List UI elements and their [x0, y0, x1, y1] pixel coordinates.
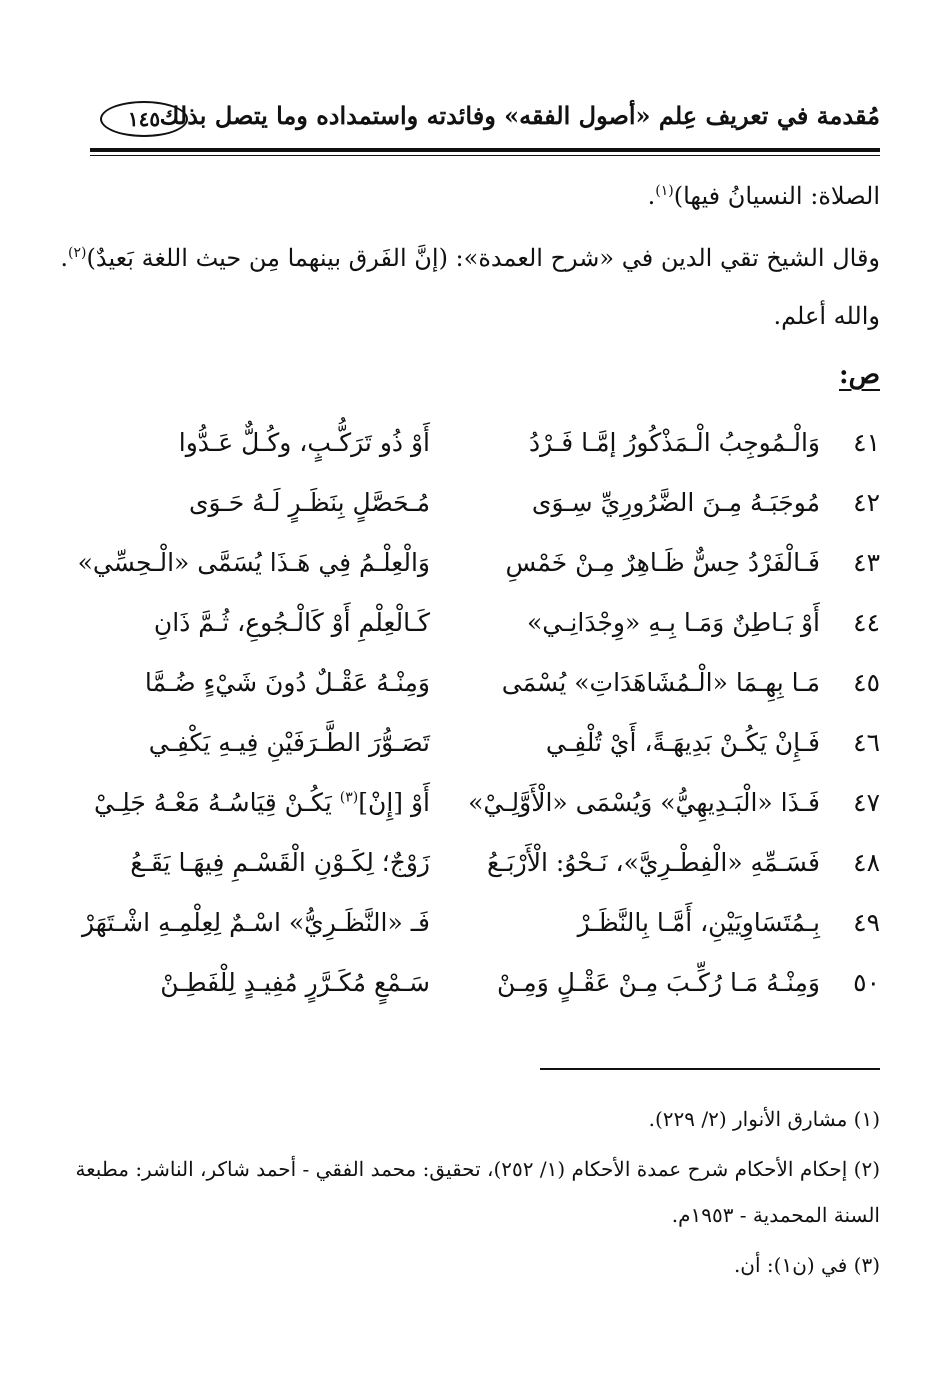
body-paragraph-line-1 — [648, 182, 880, 210]
verse-number: ٤٧ — [853, 788, 880, 817]
verse-line — [80, 488, 880, 528]
verse-text: أَوْ [إِنْ] — [358, 788, 430, 817]
body-text-tail: . — [647, 182, 656, 210]
verse-second-hemistich: زَوْجٌ؛ لِكَـوْنِ الْقَسْـمِ فِيهَـا يَقَـعُ — [130, 848, 430, 877]
verse-line — [80, 968, 880, 1008]
verse-line — [80, 908, 880, 948]
footnote-divider — [540, 1068, 880, 1070]
verse-number: ٤٩ — [853, 908, 880, 937]
verse-second-hemistich: أَوْ ذُو تَرَكُّـبٍ، وكُـلٌّ عَـدُّوا — [178, 428, 430, 457]
verse-first-hemistich: أَوْ بَـاطِنٌ وَمَـا بِـهِ «وِجْدَانِـي» — [526, 608, 820, 637]
verse-second-hemistich: مُـحَصَّلٍ بِنَظَـرٍ لَـهُ حَـوَى — [188, 488, 430, 517]
verse-line — [80, 728, 880, 768]
footnote-1: (١) مشارق الأنوار (٢/ ٢٢٩). — [648, 1107, 880, 1131]
verse-line — [80, 788, 880, 828]
footnote-3: (٣) في (ن١): أن. — [733, 1253, 880, 1277]
verse-second-hemistich: تَصَـوُّرَ الطَّـرَفَيْنِ فِيـهِ يَكْفِـي — [148, 728, 430, 757]
verse-line — [80, 428, 880, 468]
verse-first-hemistich: مُوجَبَـهُ مِـنَ الضَّرُورِيِّ سِـوَى — [531, 488, 820, 517]
verse-number: ٥٠ — [853, 968, 880, 997]
verse-first-hemistich: فَـذَا «الْبَـدِيهِيُّ» وَيُسْمَى «الْأَوَّلِـيْ» — [468, 788, 820, 817]
verse-number: ٤٣ — [853, 548, 880, 577]
verse-number: ٤٤ — [853, 608, 880, 637]
verse-first-hemistich: فَـإِنْ يَكُـنْ بَدِيهَـةً، أَيْ تُلْفِـي — [545, 728, 820, 757]
footnote-ref: (١) — [655, 183, 674, 199]
verse-line — [77, 548, 880, 588]
verse-second-hemistich: كَـالْعِلْمِ أَوْ كَالْـجُوعِ، ثُـمَّ ذَانِ — [153, 608, 430, 637]
body-text: الصلاة: النسيانُ فيها) — [673, 182, 880, 210]
verse-number: ٤٦ — [853, 728, 880, 757]
verse-number: ٤٥ — [853, 668, 880, 697]
verse-line — [80, 668, 880, 708]
footnote-2: (٢) إحكام الأحكام شرح عمدة الأحكام (١/ ٢٥٢)، تحقيق: محمد الفقي - أحمد شاكر، الناشر: مطبعة السنة المحمدية - ١٩٥٣م. — [75, 1157, 880, 1227]
header-rule-thin — [90, 155, 880, 156]
body-paragraph-line-3: والله أعلم. — [773, 302, 880, 330]
verse-second-hemistich: فَـ «النَّظَـرِيُّ» اسْـمٌ لِعِلْمِـهِ اشْـتَهَرْ — [81, 908, 430, 937]
footnote-ref: (٢) — [68, 245, 87, 261]
verse-first-hemistich: فَسَـمِّهِ «الْفِطْـرِيَّ»، نَـحْوُ: الْأَرْبَـعُ — [487, 848, 820, 877]
verse-number: ٤٨ — [853, 848, 880, 877]
body-text: وقال الشيخ تقي الدين في «شرح العمدة»: (إنَّ الفَرق بينهما مِن حيث اللغة بَعيدٌ) — [86, 244, 880, 272]
verse-text-rest: يَكُـنْ قِيَاسُـهُ مَعْـهُ جَلِـيْ — [93, 788, 340, 817]
verse-first-hemistich: فَـالْفَرْدُ حِسٌّ ظَـاهِرٌ مِـنْ خَمْسِ — [505, 548, 820, 577]
page-number-badge — [100, 101, 188, 137]
verse-second-hemistich: وَالْعِلْـمُ فِي هَـذَا يُسَمَّى «الْـحِسِّي» — [77, 548, 430, 577]
verse-first-hemistich: مَـا بِهِـمَا «الْـمُشَاهَدَاتِ» يُسْمَى — [501, 668, 820, 697]
verse-first-hemistich: وَالْـمُوجِبُ الْـمَذْكُورُ إمَّـا فَـرْدُ — [528, 428, 820, 457]
verse-line — [80, 608, 880, 648]
verse-number: ٤٢ — [853, 488, 880, 517]
verse-second-hemistich: سَـمْعٍ مُكَـرَّرٍ مُفِيـدٍ لِلْفَطِـنْ — [160, 968, 430, 997]
footnote-ref: (٣) — [339, 789, 359, 806]
body-text-tail: . — [60, 244, 69, 272]
running-header — [90, 95, 880, 145]
verse-second-hemistich — [80, 788, 430, 817]
header-rule-thick — [90, 148, 880, 152]
verse-number: ٤١ — [853, 428, 880, 457]
body-paragraph-line-2 — [60, 244, 880, 272]
verse-first-hemistich: وَمِنْـهُ مَـا رُكِّـبَ مِـنْ عَقْـلٍ وَمِـنْ — [496, 968, 820, 997]
verse-second-hemistich: وَمِنْـهُ عَقْـلٌ دُونَ شَيْءٍ ضُـمَّا — [144, 668, 430, 697]
chapter-title: مُقدمة في تعريف عِلم «أصول الفقه» وفائدته واستمداده وما يتصل بذلك — [159, 101, 880, 130]
verse-first-hemistich: بِـمُتَسَاوِيَيْنِ، أَمَّـا بِالنَّظَـرْ — [577, 908, 820, 937]
section-marker: ص: — [838, 360, 880, 390]
verse-line — [80, 848, 880, 888]
page-number: ١٤٥ — [127, 107, 161, 131]
